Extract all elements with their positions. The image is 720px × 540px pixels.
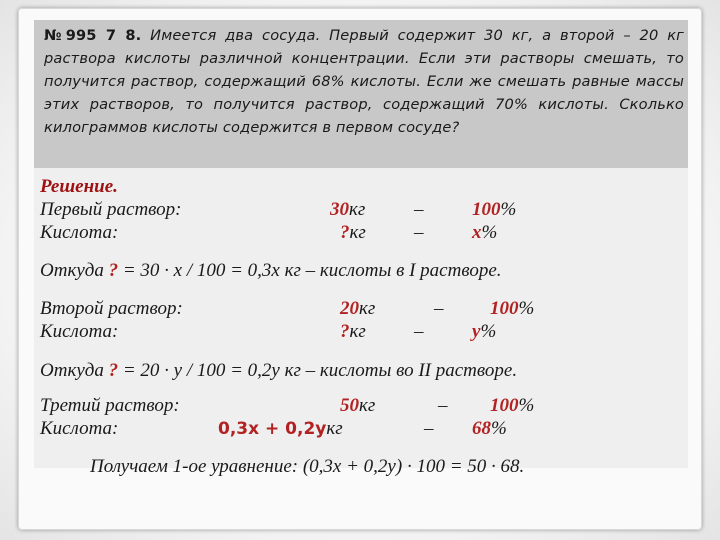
first-solution-dash: – xyxy=(414,199,424,220)
second-acid-dash: – xyxy=(414,321,424,342)
second-solution-mass: 20кг xyxy=(340,298,376,319)
problem-text: Имеется два сосуда. Первый содержит 30 кг, а второй – 20 кг раствора кислоты различной концентрации. Если эти растворы смешать, то получится раствор, содержащий 68% кислоты. Если же смешать равные массы этих растворов, то получится раствор, содержащий 70% кислоты. Сколько килограммов кислоты содержится в первом сосуде? xyxy=(44,27,684,136)
first-acid-mass: ?кг xyxy=(340,222,366,243)
first-acid-percent: x% xyxy=(472,222,498,243)
first-solution-label: Первый раствор: xyxy=(40,199,182,220)
second-solution-percent: 100% xyxy=(490,298,535,319)
third-solution-label: Третий раствор: xyxy=(40,395,180,416)
second-solution-label: Второй раствор: xyxy=(40,298,183,319)
equation: Получаем 1-ое уравнение: (0,3x + 0,2y) · 100 = 50 · 68. xyxy=(90,456,525,477)
second-acid-mass: ?кг xyxy=(340,321,366,342)
second-acid-label: Кислота: xyxy=(40,321,119,342)
first-conclusion: Откуда ? = 30 · x / 100 = 0,3x кг – кислоты в I растворе. xyxy=(40,260,502,281)
third-solution-percent: 100% xyxy=(490,395,535,416)
third-acid-label: Кислота: xyxy=(40,418,119,439)
third-acid-percent: 68% xyxy=(472,418,507,439)
second-acid-percent: y% xyxy=(472,321,497,342)
third-acid-dash: – xyxy=(424,418,434,439)
problem-number: №995 7 8. xyxy=(44,27,142,44)
first-solution-mass: 30кг xyxy=(330,199,366,220)
second-conclusion: Откуда ? = 20 · y / 100 = 0,2y кг – кислоты во II растворе. xyxy=(40,360,518,381)
third-solution-dash: – xyxy=(438,395,448,416)
third-solution-mass: 50кг xyxy=(340,395,376,416)
first-acid-dash: – xyxy=(414,222,424,243)
problem-statement xyxy=(44,24,684,139)
solution-heading: Решение. xyxy=(40,176,118,197)
third-acid-mass: 0,3x + 0,2yкг xyxy=(218,418,343,439)
first-acid-label: Кислота: xyxy=(40,222,119,243)
second-solution-dash: – xyxy=(434,298,444,319)
first-solution-percent: 100% xyxy=(472,199,517,220)
